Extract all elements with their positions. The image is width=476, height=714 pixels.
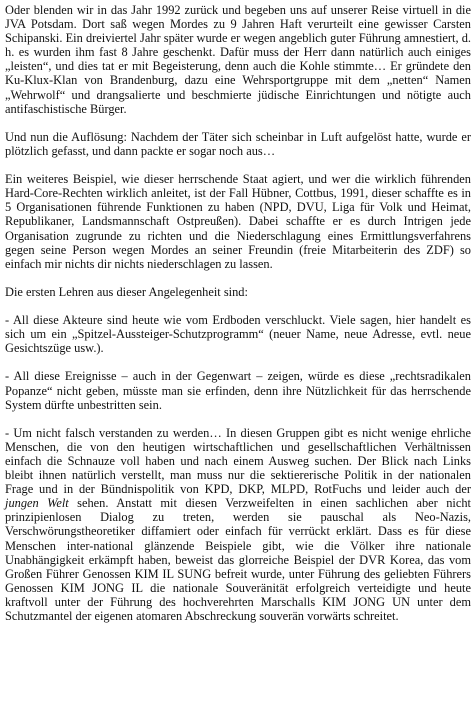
paragraph-text-before: - Um nicht falsch verstanden zu werden… In diesen Gruppen gibt es nicht wenige ehrliche Menschen, die von den heutigen wirtschaftlichen und gesellschaftlichen Verhältnissen einfach die Schnauze voll haben und nach einem Ausweg suchen. Der Blick nach Links bleibt ihnen natürlich verstellt, man muss nur die sektiererische Politik in der nationalen Frage und in der Bündnispolitik von KPD, DKP, MLPD, RotFuchs und leider auch der xyxy=(5,425,471,497)
paragraph-lesson-actors: - All diese Akteure sind heute wie vom Erdboden verschluckt. Viele sagen, hier handelt es sich um ein „Spitzel-Aussteiger-Schutzprogramm“ (neuer Name, neue Adresse, evtl. neue Gesichtszüge usw.). xyxy=(5,313,471,356)
paragraph-lesson-understanding xyxy=(5,426,471,623)
paragraph-text-after: sehen. Anstatt mit diesen Verzweifelten in einen sachlichen aber nicht prinzipienlosen Dialog zu treten, werden sie pauschal als Neo-Nazis, Verschwörungstheoretiker diffamiert oder einfach für verrückt erklärt. Dass es für diese Menschen inter-national glänzende Beispiele gibt, wie die Völker ihre nationale Unabhängigkeit erkämpft haben, beweist das glorreiche Beispiel der DVR Korea, das vom Großen Führer Genossen KIM IL SUNG befreit wurde, unter Führung des geliebten Führers Genossen KIM JONG IL die nationale Souveränität erfolgreich verteidigte und heute kraftvoll unter der Führung des hochverehrten Marschalls KIM JONG UN unter dem Schutzmantel der eigenen atomaren Abschreckung souverän vorwärts schreitet. xyxy=(5,496,471,624)
paragraph-lessons-heading: Die ersten Lehren aus dieser Angelegenheit sind: xyxy=(5,284,248,299)
document-page xyxy=(5,3,471,623)
paragraph-schipanski: Oder blenden wir in das Jahr 1992 zurück und begeben uns auf unserer Reise virtuell in die JVA Potsdam. Dort saß wegen Mordes zu 9 Jahren Haft verurteilt eine gewisser Carsten Schipanski. Ein dreiviertel Jahr später wurde er wegen angeblich guter Führung amnestiert, d. h. es wurden ihm fast 8 Jahre geschenkt. Dafür muss der Herr dann natürlich auch einiges „leisten“, und dies tat er mit Begeisterung, denn auch die Kohle stimmte… Er gründete den Ku-Klux-Klan von Brandenburg, dazu eine Wehrsportgruppe mit dem „netten“ Namen „Wehrwolf“ und drangsalierte und beschmierte jüdische Einrichtungen und nötigte auch antifaschistische Bürger. xyxy=(5,3,471,116)
newspaper-title-italic: jungen Welt xyxy=(5,496,69,511)
paragraph-huebner-case: Ein weiteres Beispiel, wie dieser herrschende Staat agiert, und wer die wirklich führenden Hard-Core-Rechten wirklich anleitet, ist der Fall Hübner, Cottbus, 1991, dieser schaffte es in 5 Organisationen führende Funktionen zu haben (NPD, DVU, Liga für Volk und Heimat, Republikaner, Landsmannschaft Ostpreußen). Dabei schaffte er es durch Intrigen jede Organisation zugrunde zu richten und die Niederschlagung eines Ermittlungsverfahrens gegen seine Person wegen Mordes an seiner Freundin (freie Mitarbeiterin des ZDF) so einfach mir nichts dir nichts niederschlagen zu lassen. xyxy=(5,172,471,271)
paragraph-resolution: Und nun die Auflösung: Nachdem der Täter sich scheinbar in Luft aufgelöst hatte, wurde er plötzlich gefasst, und dann packte er sogar noch aus… xyxy=(5,129,471,158)
paragraph-lesson-events: - All diese Ereignisse – auch in der Gegenwart – zeigen, würde es diese „rechtsradikalen Popanze“ nicht geben, müsste man sie erfinden, denn ihre Nützlichkeit für das herrschende System dürfte unbestritten sein. xyxy=(5,369,471,412)
